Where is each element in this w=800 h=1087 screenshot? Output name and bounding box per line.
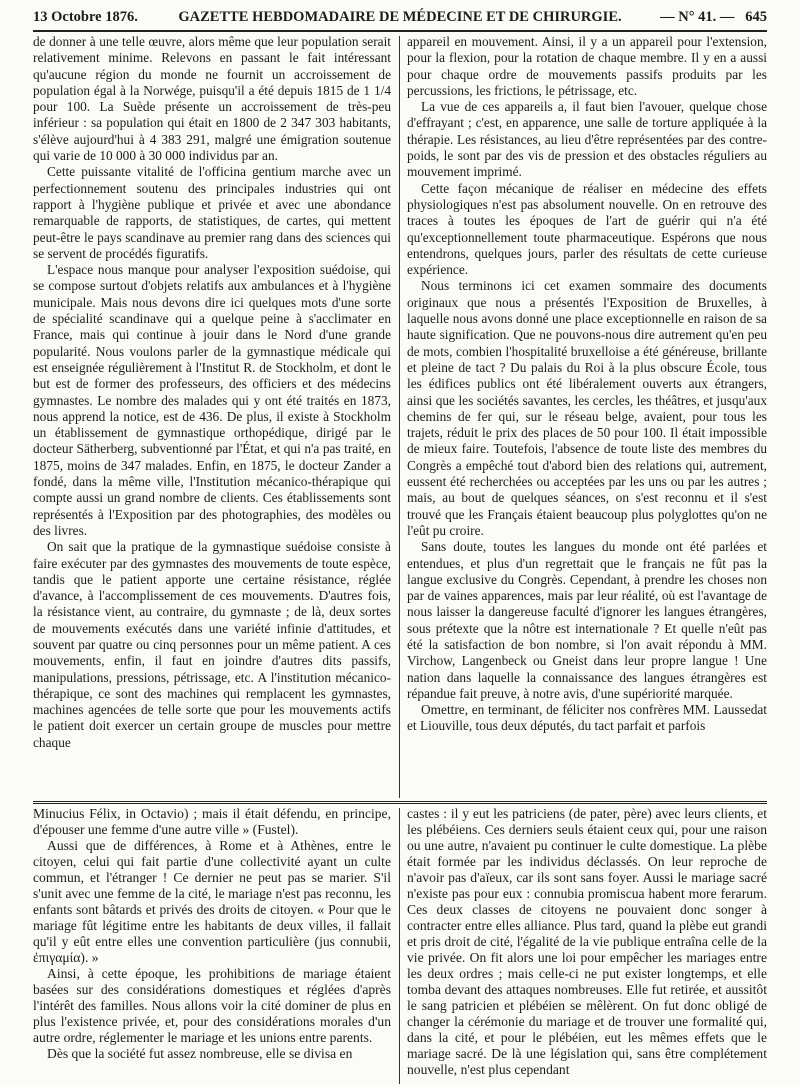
- paragraph: Nous terminons ici cet examen sommaire des documents originaux que nous a présentés l'Exposition de Bruxelles, à laquelle nous avons donné une place exceptionnelle en raison de sa haute signification. Que ne pouvons-nous dire autrement qu'en peu de mots, combien l'hospitalité bruxelloise a été généreuse, brillante et pleine de tact ? Du palais du Roi à la plus obscure École, tous les édifices publics ont été libéralement ouverts aux étrangers, ainsi que les sociétés savantes, les cercles, les théâtres, et jusqu'aux chemins de fer qui, sur le réseau belge, avaient, pour tous les trajets, réduit le prix des places de 50 pour 100. Il était impossible de mieux faire. Toutefois, l'absence de toute liste des membres du Congrès a empêché tout d'abord bien des relations qui, autrement, eussent été recherchées ou acceptées par les uns ou par les autres ; mais, au bout de quelques séances, on s'est reconnu et il s'est trouvé que les Français étaient beaucoup plus polyglottes qu'on ne l'eût pu croire.: [407, 278, 767, 538]
- paragraph: Omettre, en terminant, de féliciter nos confrères MM. Laussedat et Liouville, tous deux députés, du tact parfait et parfois: [407, 702, 767, 734]
- paragraph: Dès que la société fut assez nombreuse, elle se divisa en: [47, 1046, 353, 1061]
- paragraph: appareil en mouvement. Ainsi, il y a un appareil pour l'extension, pour la flexion, pour la rotation de chaque membre. Il y en a aussi pour chaque ordre de mouvements passifs produits par les percussions, les frictions, le pétrissage, etc.: [407, 34, 767, 98]
- page-header: [33, 8, 767, 32]
- issue-number-and-page: [660, 9, 767, 26]
- feuilleton-column-right: [407, 806, 767, 1084]
- feuilleton-separator: [33, 803, 767, 804]
- paragraph: de donner à une telle œuvre, alors même que leur population serait relativement minime. Relevons en passant le fait intéressant qu'aucune région du monde ne fournit un accroissement de population égal à la Norwége, puisqu'il a été depuis 1815 de 1 1/4 pour 100. La Suède présente un accroissement de très-peu inférieur : sa population qui était en 1800 de 2 347 303 habitants, s'élève aujourd'hui à 4 383 291, malgré une émigration soutenue qui varie de 10 000 à 30 000 individus par an.: [33, 34, 391, 164]
- paragraph: castes : il y eut les patriciens (de pater, père) avec leurs clients, et les plébéiens. Ces derniers seuls étaient ceux qui, pour une raison ou une autre, n'avaient pu continuer le culte domestique. La plèbe était formée par les individus déclassés. On leur reproche de n'avoir pas d'aïeux, car ils sont sans foyer. Aussi le mariage sacré n'existe pas pour eux : connubia promiscua habent more ferarum. Ces deux classes de citoyens ne pouvaient donc songer à contracter entre elles alliance. Plus tard, quand la plèbe eut grandi et pris droit de cité, l'égalité de la vie publique entraîna celle de la vie privée. On fit alors une loi pour empêcher les mariages entre les deux ordres ; mais celle-ci ne put exister longtemps, et elle tomba devant des attaques nombreuses. Elle fut retirée, et aussitôt le sang patricien et plébéien se mêlèrent. On fut donc obligé de changer la cérémonie du mariage et de trouver une formalité qui, dans la cité, et pour le plébéien, eut les mêmes effets que le mariage sacré. De là une législation qui, sans être complétement nouvelle, n'est plus cependant: [407, 806, 767, 1077]
- paragraph: L'espace nous manque pour analyser l'exposition suédoise, qui se compose surtout d'objets relatifs aux ambulances et à l'hygiène municipale. Mais nous devons dire ici quelques mots d'une sorte de spécialité scandinave qui a quelque peine à s'acclimater en France, mais qui continue à jouir dans le Nord d'une grande popularité. Nous voulons parler de la gymnastique médicale qui est enseignée régulièrement à l'Institut R. de Stockholm, et dont le but est de former des professeurs, des officiers et des médecins gymnastes. Le nombre des malades qui y ont été traités en 1873, nous apprend la notice, est de 436. De plus, il existe à Stockholm un établissement de gymnastique orthopédique, dirigé par le docteur Sätherberg, subventionné par l'État, et qui n'a pas traité, en 1875, moins de 347 malades. Enfin, en 1875, le docteur Zander a fondé, dans la même ville, l'Institution mécanico-thérapique qui compte aussi un grand nombre de clients. Ces établissements sont représentés à l'Exposition par des photographies, des modèles ou des livres.: [33, 262, 391, 538]
- journal-title: GAZETTE HEBDOMADAIRE DE MÉDECINE ET DE CHIRURGIE.: [178, 9, 622, 25]
- paragraph: Minucius Félix, in Octavio) ; mais il était défendu, en principe, d'épouser une femme d'une autre ville » (Fustel).: [33, 806, 391, 837]
- page-number: 645: [745, 9, 767, 25]
- paragraph: La vue de ces appareils a, il faut bien l'avouer, quelque chose d'effrayant ; c'est, en apparence, une salle de torture appliquée à la thérapie. Les résistances, au lieu d'être représentées par des contre-poids, le sont par des vis de pression et des obstacles réguliers au mouvement imprimé.: [407, 99, 767, 180]
- article-column-top-right: [407, 34, 767, 798]
- issue-number: — N° 41. —: [660, 9, 735, 25]
- paragraph: Aussi que de différences, à Rome et à Athènes, entre le citoyen, celui qui fait partie d'une collectivité ayant un culte commun, et l'étranger ! Ce dernier ne peut pas se marier. S'il s'unit avec une femme de la cité, le mariage n'est pas reconnu, les enfants sont bâtards et privés des droits de citoyen. « Pour que le mariage fût légitime entre les habitants de deux villes, il fallait qu'il y eût entre elles une convention particulière (jus connubii, ἐπιγαμία). »: [33, 838, 391, 965]
- paragraph: Cette puissante vitalité de l'officina gentium marche avec un perfectionnement soutenu des principales industries qui ont rapport à l'hygiène publique et privée et avec une abondance remarquable de rapports, de statistiques, de cartes, qui mettent peut-être le pays scandinave au premier rang dans des sciences qui se servent de procédés figuratifs.: [33, 164, 391, 261]
- feuilleton-separator: [33, 801, 767, 802]
- article-column-top-left: [33, 34, 391, 798]
- column-divider-top: [399, 36, 400, 798]
- issue-date: 13 Octobre 1876.: [33, 9, 138, 25]
- feuilleton-column-left: [33, 806, 391, 1084]
- paragraph: On sait que la pratique de la gymnastique suédoise consiste à faire exécuter par des gymnastes des mouvements de toute espèce, tandis que le patient apporte une certaine résistance, réglée d'avance, à l'accomplissement de ces mouvements. D'autres fois, la résistance vient, au contraire, du gymnaste ; de là, deux sortes de mouvements exécutés dans une variété infinie d'attitudes, et souvent par quatre ou cinq personnes pour un même patient. A ces mouvements, enfin, il faut en joindre d'autres dits passifs, manipulations, pressions, pétrissage, etc. A l'institution mécanico-thérapique, ce sont des machines qui remplacent les gymnastes, machines agencées de telle sorte que pour les mouvements actifs le patient doit exercer un certain groupe de muscles pour mettre chaque: [33, 539, 391, 750]
- paragraph: Cette façon mécanique de réaliser en médecine des effets physiologiques n'est pas absolument nouvelle. On en retrouve des traces à toutes les époques de l'art de guérir qui n'a été qu'exceptionnellement toute pharmaceutique. Espérons que nous entendrons, quelques jours, parler des résultats de cette curieuse expérience.: [407, 180, 767, 278]
- paragraph: Sans doute, toutes les langues du monde ont été parlées et entendues, et plus d'un regrettait que le français ne fût pas la langue exclusive du Congrès. Cependant, à prendre les choses non par de vaines apparences, mais par leur réalité, où est l'avantage de nous laisser la dangereuse faculté d'ignorer les langues étrangères, sous prétexte que la nôtre est internationale ? Et quelle n'eût pas été la satisfaction de bon nombre, si l'on avait répondu à MM. Virchow, Langenbeck ou Gneist dans leur propre langue ! Une nation dans laquelle la connaissance des langues étrangères est répandue fait preuve, à notre avis, d'une supériorité marquée.: [407, 539, 767, 701]
- column-divider-bottom: [399, 808, 400, 1084]
- paragraph: Ainsi, à cette époque, les prohibitions de mariage étaient basées sur des considérations domestiques et réglées d'après l'intérêt des familles. Nous allons voir la cité dominer de plus en plus l'existence privée, et, pour des considérations morales d'un autre ordre, réglementer le mariage et les unions entre parents.: [33, 966, 391, 1045]
